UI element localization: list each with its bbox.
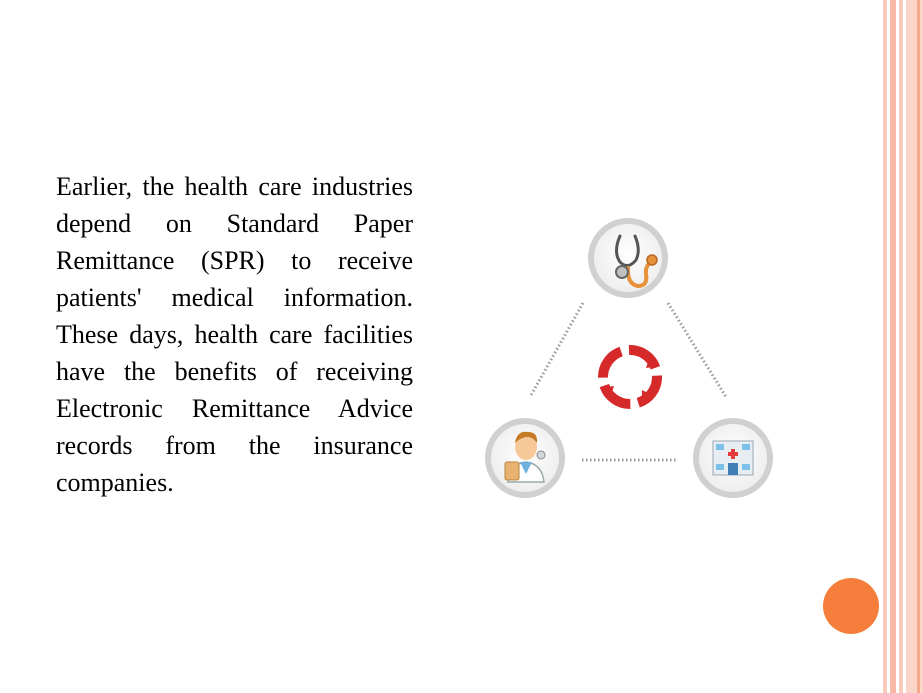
care-cycle-diagram <box>470 200 800 520</box>
border-stripe-4 <box>906 0 923 693</box>
border-stripe-2 <box>890 0 896 693</box>
border-stripe-3 <box>899 0 903 693</box>
doctor-node <box>485 418 565 498</box>
slide-body-text: Earlier, the health care industries depend on Standard Paper Remittance (SPR) to receive patients' medical information. These days, health care facilities have the benefits of receiving Electronic Remittance Advice records from the insurance companies. <box>56 172 413 497</box>
hospital-node <box>693 418 773 498</box>
hospital-icon <box>713 441 753 475</box>
orange-accent-circle <box>823 578 879 634</box>
stethoscope-node <box>588 218 668 298</box>
border-stripe-5 <box>917 0 920 693</box>
border-stripe-1 <box>883 0 887 693</box>
cycle-arrows-icon <box>600 350 660 404</box>
